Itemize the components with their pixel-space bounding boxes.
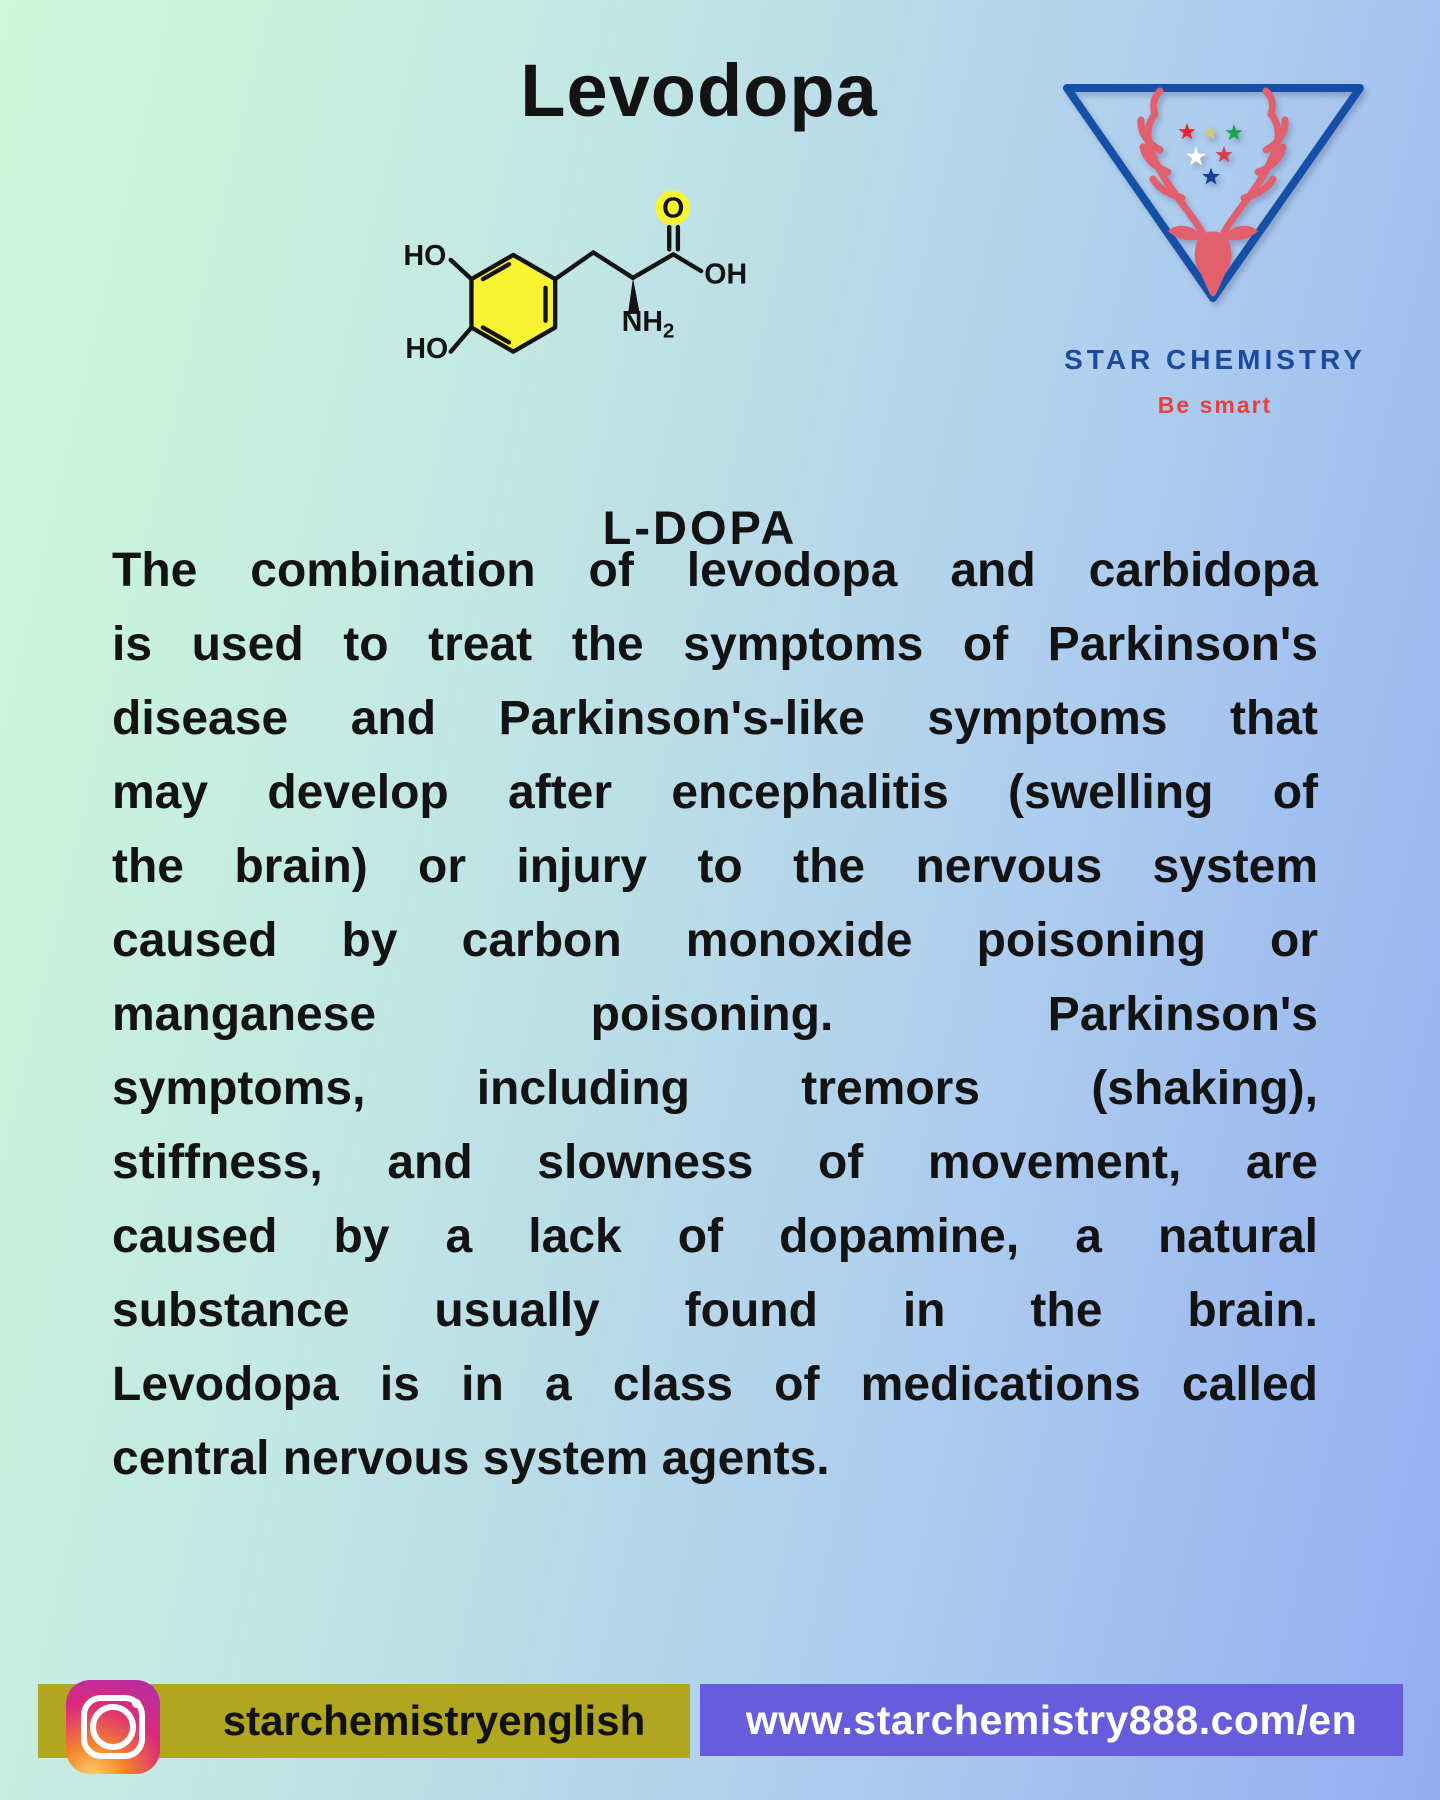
body-line: the brain) or injury to the nervous system xyxy=(112,840,1318,893)
body-line: stiffness, and slowness of movement, are xyxy=(112,1136,1318,1189)
deer-icon xyxy=(1141,91,1285,297)
amine-label: $NH_2$ xyxy=(621,306,675,343)
oxygen-label: O xyxy=(662,192,685,225)
instagram-camera-lens xyxy=(90,1704,136,1750)
carboxyl-oh-label: OH xyxy=(704,258,748,291)
logo-wordmark: STAR CHEMISTRY xyxy=(1064,344,1366,375)
body-line: disease and Parkinson's-like symptoms that xyxy=(112,692,1318,745)
page-title: Levodopa xyxy=(520,49,878,132)
body-line: caused by a lack of dopamine, a natural xyxy=(112,1210,1318,1263)
body-line: may develop after encephalitis (swelling of xyxy=(112,766,1318,819)
body-line: substance usually found in the brain. xyxy=(112,1284,1318,1337)
instagram-icon xyxy=(66,1680,160,1774)
ldopa-structure-diagram xyxy=(380,160,1000,490)
body-line: central nervous system agents. xyxy=(112,1432,830,1485)
instagram-camera-flash-dot xyxy=(132,1699,141,1708)
body-line: The combination of levodopa and carbidopa xyxy=(112,544,1318,597)
benzene-ring-highlight xyxy=(471,255,555,352)
body-line: is used to treat the symptoms of Parkinson's xyxy=(112,618,1318,671)
website-badge xyxy=(700,1684,1403,1756)
star-chemistry-logo xyxy=(1055,80,1375,310)
body-line: manganese poisoning. Parkinson's xyxy=(112,988,1318,1041)
body-line: symptoms, including tremors (shaking), xyxy=(112,1062,1318,1115)
body-line: Levodopa is in a class of medications called xyxy=(112,1358,1318,1411)
hydroxyl-top-label: HO xyxy=(403,239,447,272)
hydroxyl-bottom-label: HO xyxy=(405,332,449,365)
molecule-name-label: L-DOPA xyxy=(602,501,798,554)
logo-stars-decoration xyxy=(1178,123,1242,185)
website-url: www.starchemistry888.com/en xyxy=(745,1696,1358,1743)
description-paragraph xyxy=(112,534,1318,1496)
body-line: caused by carbon monoxide poisoning or xyxy=(112,914,1318,967)
instagram-handle: starchemistryenglish xyxy=(222,1697,646,1744)
logo-tagline: Be smart xyxy=(1157,392,1273,418)
